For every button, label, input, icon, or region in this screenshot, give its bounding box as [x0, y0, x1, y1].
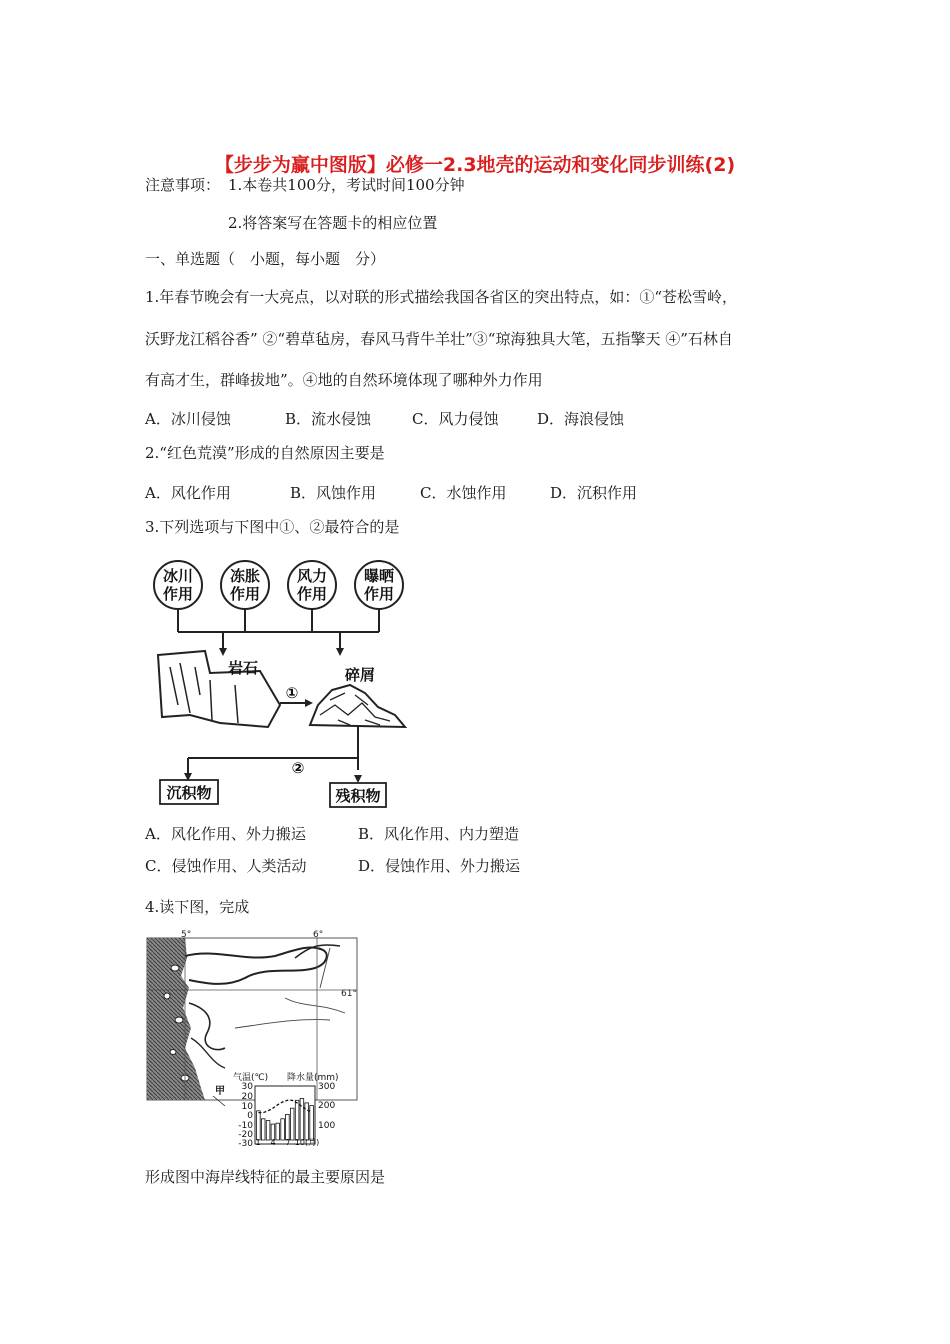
circle-3-line-2: 作用: [296, 585, 328, 603]
q2-option-a: A．风化作用: [145, 484, 231, 502]
precip-tick-2: 200: [318, 1101, 336, 1111]
temp-tick-3: 10: [241, 1102, 253, 1112]
precip-bar-2: [261, 1119, 265, 1140]
q3-option-c: C．侵蚀作用、人类活动: [145, 857, 307, 875]
precip-bar-3: [266, 1121, 270, 1140]
precip-bar-5: [276, 1123, 280, 1140]
circle-2-line-1: 冻胀: [229, 567, 261, 585]
month-tick-7: 7: [285, 1138, 291, 1146]
lon-right-label: 6°: [313, 930, 324, 940]
residue-label: 残积物: [335, 787, 381, 805]
circle-4-line-2: 作用: [363, 585, 395, 603]
q1-option-a: A．冰川侵蚀: [145, 410, 231, 428]
temp-tick-1: 30: [241, 1082, 253, 1092]
circle-4-line-1: 曝晒: [363, 567, 395, 585]
q1-option-d: D．海浪侵蚀: [537, 410, 625, 428]
month-tick-10: 10(月): [294, 1138, 320, 1146]
q2-option-c: C．水蚀作用: [420, 484, 507, 502]
q2-option-d: D．沉积作用: [550, 484, 638, 502]
q3-stem: 3.下列选项与下图中①、②最符合的是: [145, 518, 400, 536]
notice-label: 注意事项：: [145, 176, 221, 194]
month-tick-4: 4: [270, 1138, 276, 1146]
precip-bar-6: [281, 1119, 285, 1140]
precip-tick-1: 300: [318, 1082, 336, 1092]
temp-tick-2: 20: [241, 1092, 253, 1102]
arrow-2-label: ②: [291, 759, 305, 777]
debris-label: 碎屑: [344, 666, 376, 684]
precip-axis-label: 降水量(mm): [287, 1073, 339, 1083]
q3-option-b: B．风化作用、内力塑造: [358, 825, 520, 843]
q3-option-a: A．风化作用、外力搬运: [145, 825, 306, 843]
circle-1-line-1: 冰川: [162, 567, 194, 585]
temp-axis-label: 气温(℃): [233, 1073, 269, 1083]
notice-line-1: 1.本卷共100分，考试时间100分钟: [228, 176, 465, 194]
q3-option-d: D．侵蚀作用、外力搬运: [358, 857, 521, 875]
q4-stem: 4.读下图，完成: [145, 898, 250, 916]
month-tick-1: 1: [255, 1138, 261, 1146]
precip-bar-9: [295, 1100, 299, 1140]
sediment-label: 沉积物: [166, 784, 212, 802]
q1-option-b: B．流水侵蚀: [285, 410, 372, 428]
q4-followup: 形成图中海岸线特征的最主要原因是: [145, 1168, 386, 1186]
q2-stem: 2.“红色荒漠”形成的自然原因主要是: [145, 444, 385, 462]
weathering-flow-diagram: [150, 555, 415, 815]
circle-1-line-2: 作用: [162, 585, 194, 603]
temp-tick-6: -20: [238, 1130, 253, 1140]
lon-left-label: 5°: [181, 930, 192, 940]
precip-bar-7: [286, 1114, 290, 1140]
q1-line-3: 有高才生，群峰拔地”。④地的自然环境体现了哪种外力作用: [145, 371, 543, 389]
temp-tick-5: -10: [238, 1121, 253, 1131]
temp-tick-7: -30: [238, 1139, 253, 1146]
arrow-1-label: ①: [285, 684, 299, 702]
q2-option-b: B．风蚀作用: [290, 484, 377, 502]
site-label: 甲: [215, 1086, 225, 1097]
precip-tick-3: 100: [318, 1121, 336, 1131]
q1-line-2: 沃野龙江稻谷香” ②“碧草毡房，春风马背牛羊壮”③“琼海独具大笔，五指擎天 ④”石林自: [145, 330, 733, 348]
rock-label: 岩石: [227, 659, 259, 677]
section-heading: 一、单选题（ 小题，每小题 分）: [145, 250, 386, 268]
lat-label: 61°: [341, 989, 357, 999]
q1-line-1: 1.年春节晚会有一大亮点，以对联的形式描绘我国各省区的突出特点，如：①“苍松雪岭，: [145, 288, 737, 306]
circle-2-line-2: 作用: [229, 585, 261, 603]
precip-bar-8: [290, 1108, 294, 1140]
precip-bar-12: [310, 1106, 314, 1141]
notice-line-2: 2.将答案写在答题卡的相应位置: [228, 214, 438, 232]
circle-3-line-1: 风力: [296, 567, 328, 585]
page-title: 【步步为赢中图版】必修一2.3地壳的运动和变化同步训练(2): [214, 154, 736, 176]
temp-tick-4: 0: [247, 1111, 253, 1121]
q1-option-c: C．风力侵蚀: [412, 410, 499, 428]
precip-bar-1: [257, 1111, 261, 1140]
fjord-map-with-climate-chart: [145, 928, 365, 1146]
